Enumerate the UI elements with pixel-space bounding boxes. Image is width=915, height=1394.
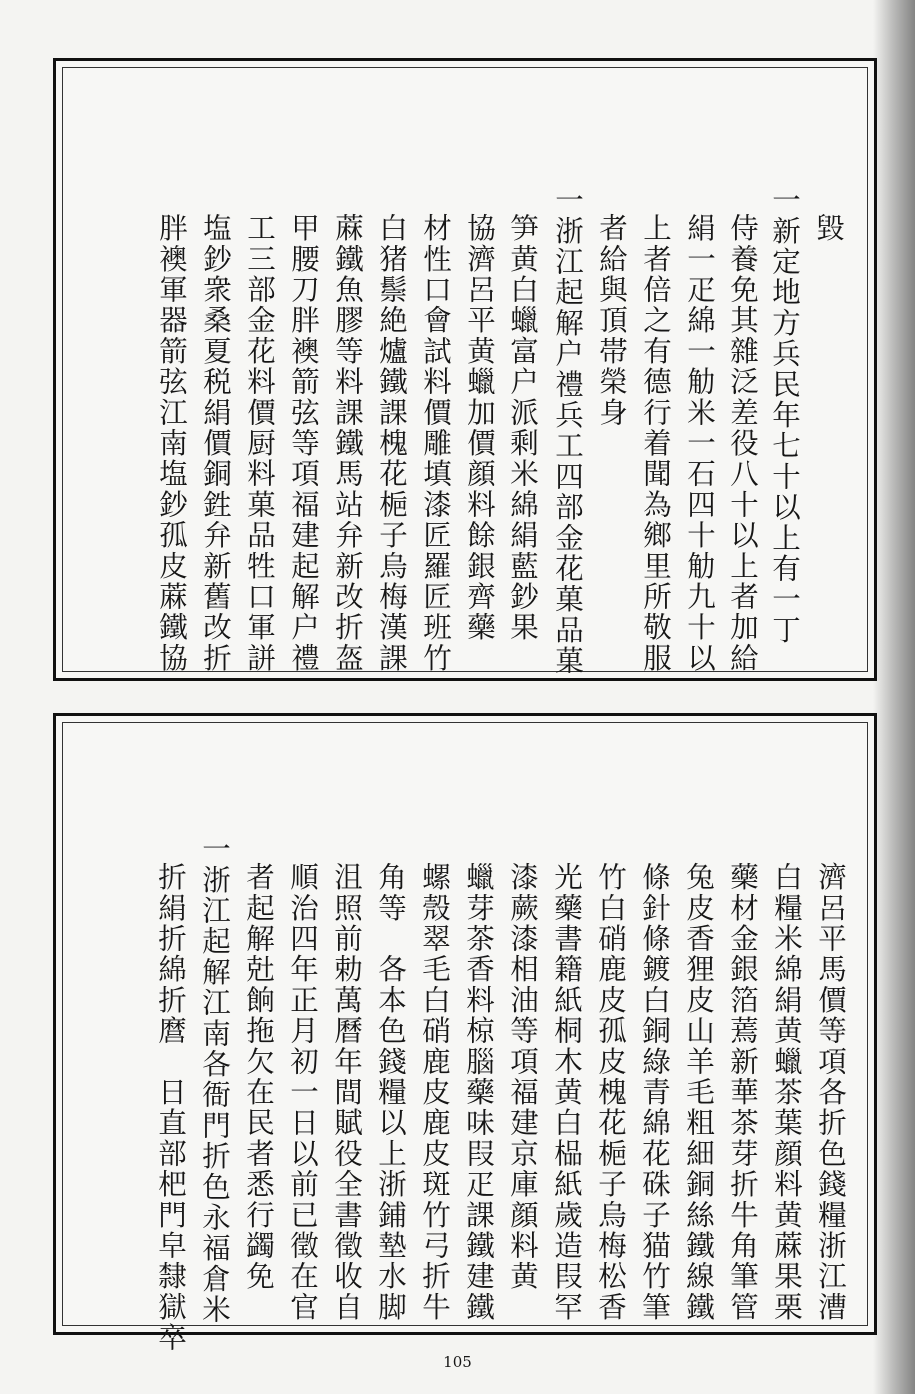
text-column: 竹白硝鹿皮孤皮槐花梔子烏梅松香 [594, 862, 627, 1323]
bottom-text-panel [53, 713, 877, 1354]
text-column: 材性口會試料價雕填漆匠羅匠班竹 [419, 213, 452, 674]
top-text-panel [53, 58, 877, 681]
text-column: 折絹折綿折麿 日直部杷門皁隸獄卒 [154, 862, 187, 1354]
text-column: 兔皮香狸皮山羊毛粗細銅絲鐵線鐵 [682, 862, 715, 1323]
text-column: 毀 [812, 213, 845, 244]
text-column: 者起解兙餉拖欠在民者悉行蠲免 [242, 862, 275, 1292]
text-column: 一浙江起解户禮兵工四部金花菓品菓 [551, 185, 584, 677]
text-column: 絹一疋綿一觔米一石四十觔九十以 [683, 213, 716, 674]
text-column: 順治四年正月初一日以前已徵在官 [286, 862, 319, 1323]
text-column: 蠟芽茶香料椋腦藥味叚疋課鐵建鐵 [462, 862, 495, 1323]
text-column: 者給與頂帯榮身 [595, 213, 628, 428]
text-column: 胖襖軍器箭弦江南塩鈔孤皮蔴鐵協 [155, 213, 188, 674]
text-column: 工三部金花料價厨料菓品牲口軍誁 [243, 213, 276, 674]
page-number: 105 [443, 1353, 472, 1371]
text-column: 白猪鬃絶爐鐵課槐花梔子烏梅漢課 [375, 213, 408, 674]
text-column: 濟呂平馬價等項各折色錢糧浙江漕 [814, 862, 847, 1323]
text-column: 角等 各本色錢糧以上浙鋪墊水脚 [374, 862, 407, 1323]
text-column: 上者倍之有德行着聞為鄉里所敬服 [639, 213, 672, 674]
text-column: 協濟呂平黄蠟加價顔料餘銀齊藥 [463, 213, 496, 643]
text-column: 蔴鐵魚膠等料課鐵馬站弁新改折盔 [331, 213, 364, 674]
text-column: 笋黄白蠟富户派剩米綿絹藍鈔果 [506, 213, 539, 643]
text-column: 一浙江起解江南各衙門折色永福倉米 [198, 834, 231, 1326]
text-column: 藥材金銀箔蔫新華茶芽折牛角筆管 [726, 862, 759, 1323]
text-column: 螺殼翠毛白硝鹿皮鹿皮斑竹弓折牛 [418, 862, 451, 1323]
text-column: 白糧米綿絹黄蠟茶葉顔料黄蔴果栗 [770, 862, 803, 1323]
text-column: 塩鈔衆桑夏税絹價銅鉎弁新舊改折 [199, 213, 232, 674]
text-column: 漆蕨漆相油等項福建京庫顔料黄 [506, 862, 539, 1292]
text-column: 一新定地方兵民年七十以上有一丁 [768, 185, 801, 646]
text-column: 沮照前勅萬曆年間賦役全書徵收自 [330, 862, 363, 1323]
book-spine-shadow [873, 0, 915, 1394]
text-column: 光藥書籍紙桐木黄白榀紙歲造叚罕 [550, 862, 583, 1323]
text-column: 條針條鍍白銅綠青綿花硃子猫竹筆 [638, 862, 671, 1323]
text-column: 甲腰刀胖襖箭弦等項福建起解户禮 [287, 213, 320, 674]
text-column: 侍養免其雜泛差役八十以上者加給 [726, 213, 759, 674]
